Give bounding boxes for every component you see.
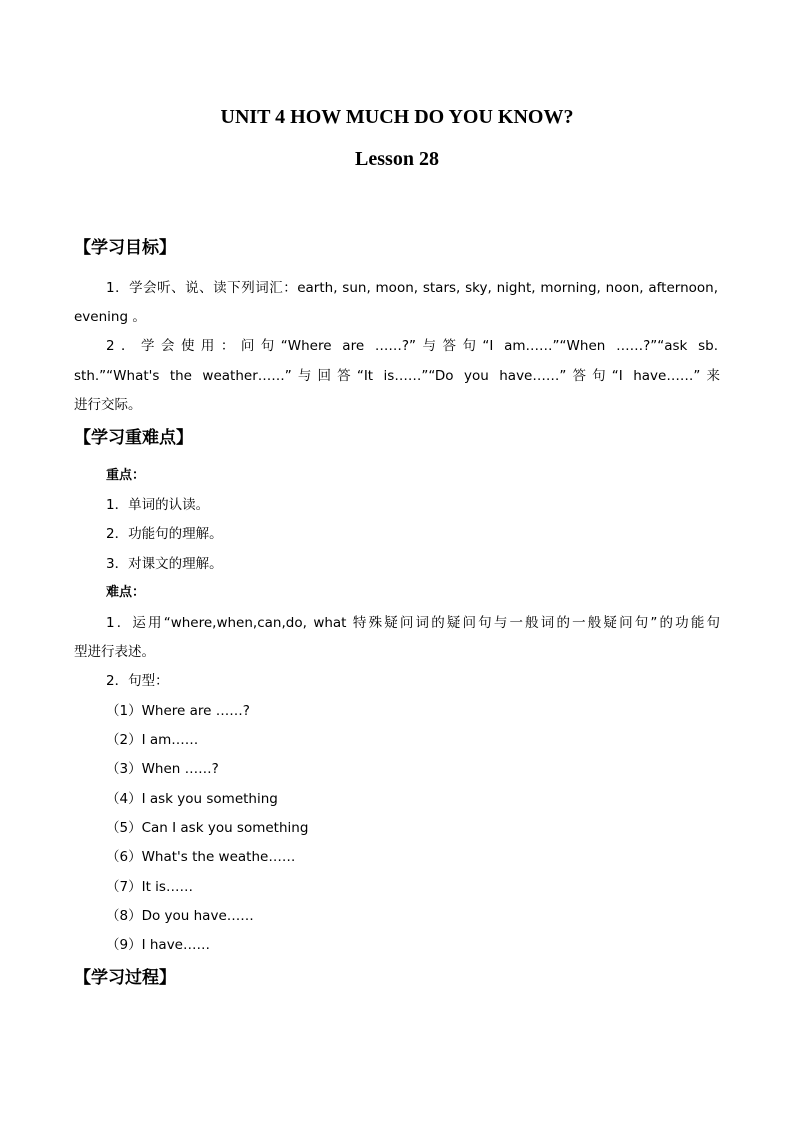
unit-title: UNIT 4 HOW MUCH DO YOU KNOW? bbox=[220, 106, 574, 128]
difficulty-1-line-2: 型进行表述。 bbox=[74, 644, 155, 660]
pattern-9: （9）I have…… bbox=[106, 937, 210, 953]
pattern-3: （3）When ……? bbox=[106, 761, 219, 777]
objectives-heading: 【学习目标】 bbox=[74, 238, 176, 258]
difficulty-1-line-1: 1．运用“where,when,can,do, what 特殊疑问词的疑问句与一般词的一般疑问句”的功能句 bbox=[106, 615, 720, 631]
pattern-7: （7）It is…… bbox=[106, 879, 193, 895]
objective-2-line-2: sth.”“What's the weather……”与回答“It is……”“Do you have……”答句“I have……”来 bbox=[74, 368, 720, 384]
key-label: 重点： bbox=[106, 468, 146, 483]
pattern-4: （4）I ask you something bbox=[106, 791, 278, 807]
key-item-1: 1．单词的认读。 bbox=[106, 497, 210, 513]
process-heading: 【学习过程】 bbox=[74, 968, 176, 988]
lesson-title: Lesson 28 bbox=[355, 148, 439, 170]
difficulty-2-label: 2．句型： bbox=[106, 673, 169, 689]
key-item-3: 3．对课文的理解。 bbox=[106, 556, 223, 572]
pattern-2: （2）I am…… bbox=[106, 732, 199, 748]
objective-2-line-1: 2．学会使用：问句“Where are ……?”与答句“I am……”“When ……?”“ask sb. bbox=[106, 338, 718, 354]
objective-2-line-3: 进行交际。 bbox=[74, 397, 142, 413]
pattern-6: （6）What's the weathe…… bbox=[106, 849, 296, 865]
objective-1-line-1: 1．学会听、说、读下列词汇：earth, sun, moon, stars, sky, night, morning, noon, afternoon, bbox=[106, 280, 718, 296]
pattern-1: （1）Where are ……? bbox=[106, 703, 250, 719]
key-item-2: 2．功能句的理解。 bbox=[106, 526, 223, 542]
pattern-8: （8）Do you have…… bbox=[106, 908, 254, 924]
pattern-5: （5）Can I ask you something bbox=[106, 820, 309, 836]
key-points-heading: 【学习重难点】 bbox=[74, 428, 193, 448]
objective-1-line-2: evening 。 bbox=[74, 309, 146, 325]
difficulty-label: 难点： bbox=[106, 585, 146, 600]
